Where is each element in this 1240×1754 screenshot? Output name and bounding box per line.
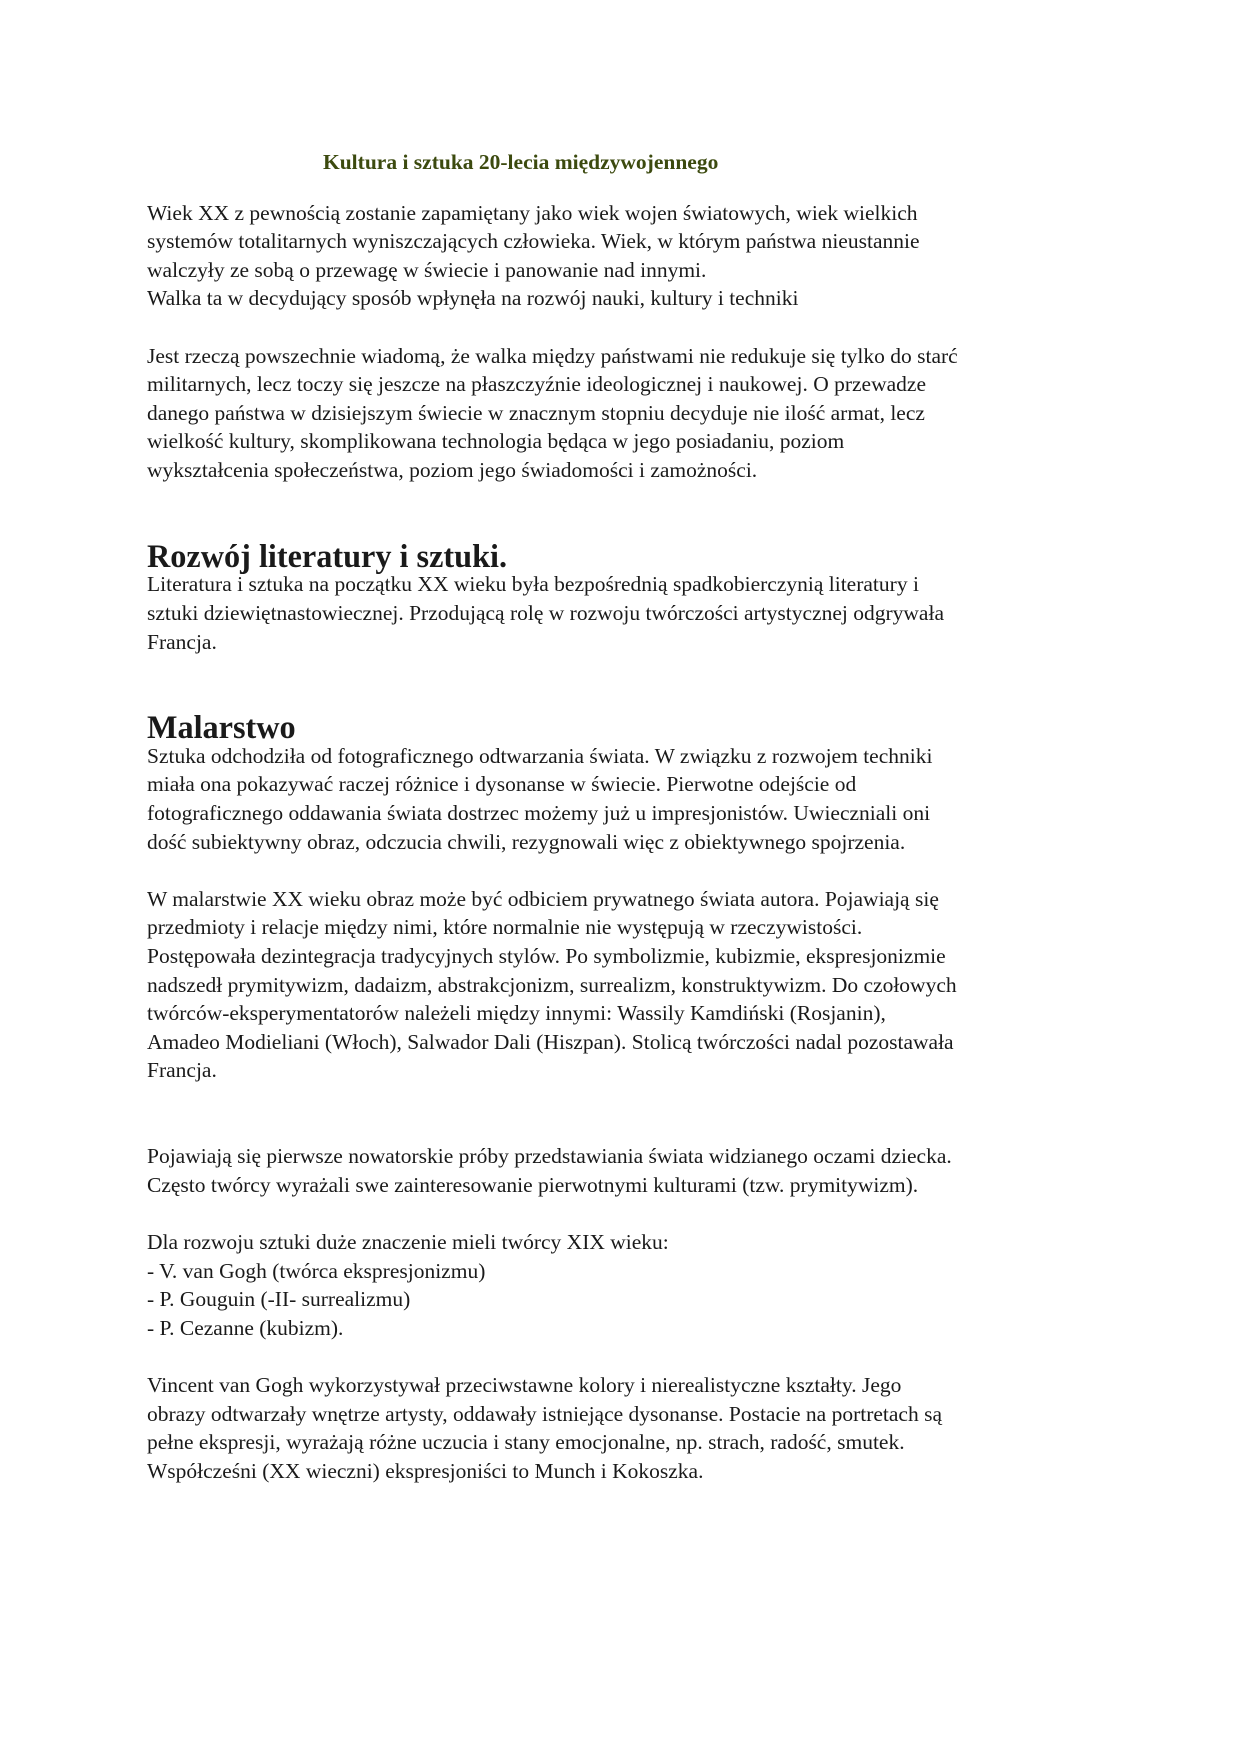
document-title: Kultura i sztuka 20-lecia międzywojennego [323, 150, 719, 174]
painting-paragraph-2: W malarstwie XX wieku obraz może być odbiciem prywatnego świata autora. Pojawiają się przedmioty i relacje między nimi, które normalnie nie występują w rzeczywistości. Postępowała dezintegracja tradycyjnych stylów. Po symbolizmie, kubizmie, ekspresjonizmie nadszedł prymitywizm, dadaizm, abstrakcjonizm, surrealizm, konstruktywizm. Do czołowych twórców-eksperymentatorów należeli między innymi: Wassily Kamdiński (Rosjanin), Amadeo Modieliani (Włoch), Salwador Dali (Hiszpan). Stolicą twórczości nadal pozostawała Francja. [147, 886, 957, 1083]
painting-paragraph-4: Vincent van Gogh wykorzystywał przeciwstawne kolory i nierealistyczne kształty. Jego obrazy odtwarzały wnętrze artysty, oddawały istniejące dysonanse. Postacie na portretach są pełne ekspresji, wyrażają różne uczucia i stany emocjonalne, np. strach, radość, smutek. Współcześni (XX wieczni) ekspresjoniści to Munch i Kokoszka. [147, 1372, 942, 1483]
section-spacer [147, 485, 1107, 542]
paragraph-spacer [147, 1199, 1107, 1228]
intro-paragraph-2: Jest rzeczą powszechnie wiadomą, że walka między państwami nie redukuje się tylko do starć militarnych, lecz toczy się jeszcze na płaszczyźnie ideologicznej i naukowej. O przewadze danego państwa w dzisiejszym świecie w znacznym stopniu decyduje nie ilość armat, lecz wielkość kultury, skomplikowana technologia będąca w jego posiadaniu, poziom wykształcenia społeczeństwa, poziom jego świadomości i zamożności. [147, 343, 958, 482]
paragraph-spacer [147, 856, 1107, 885]
list-item: - P. Cezanne (kubizm). [147, 1315, 344, 1340]
literature-paragraph: Literatura i sztuka na początku XX wieku była bezpośrednią spadkobierczynią literatury i sztuki dziewiętnastowiecznej. Przodującą rolę w rozwoju twórczości artystycznej odgrywała Francja. [147, 572, 944, 654]
list-item: - V. van Gogh (twórca ekspresjonizmu) [147, 1258, 486, 1283]
painting-paragraph-3: Pojawiają się pierwsze nowatorskie próby przedstawiania świata widzianego oczami dziecka. Często twórcy wyrażali swe zainteresowanie pierwotnymi kulturami (tzw. prymitywizm). [147, 1144, 952, 1197]
artists-list [147, 1257, 1107, 1343]
section-spacer [147, 1085, 1107, 1142]
list-item: - P. Gouguin (-II- surrealizmu) [147, 1287, 411, 1312]
paragraph-spacer [147, 1342, 1107, 1371]
paragraph-spacer [147, 313, 1107, 342]
section-spacer [147, 656, 1107, 713]
document-body [147, 148, 1107, 1485]
intro-paragraph-1: Wiek XX z pewnością zostanie zapamiętany jako wiek wojen światowych, wiek wielkich systemów totalitarnych wyniszczających człowieka. Wiek, w którym państwa nieustannie walczyły ze sobą o przewagę w świecie i panowanie nad innymi. Walka ta w decydujący sposób wpłynęła na rozwój nauki, kultury i techniki [147, 200, 920, 311]
artists-list-intro: Dla rozwoju sztuki duże znaczenie mieli twórcy XIX wieku: [147, 1229, 669, 1254]
painting-paragraph-1: Sztuka odchodziła od fotograficznego odtwarzania świata. W związku z rozwojem techniki miała ona pokazywać raczej różnice i dysonanse w świecie. Pierwotne odejście od fotograficznego oddawania świata dostrzec możemy już u impresjonistów. Uwieczniali oni dość subiektywny obraz, odczucia chwili, rezygnowali więc z obiektywnego spojrzenia. [147, 743, 933, 854]
section-heading-literature: Rozwój literatury i sztuki. [147, 537, 508, 574]
section-heading-painting: Malarstwo [147, 709, 296, 746]
